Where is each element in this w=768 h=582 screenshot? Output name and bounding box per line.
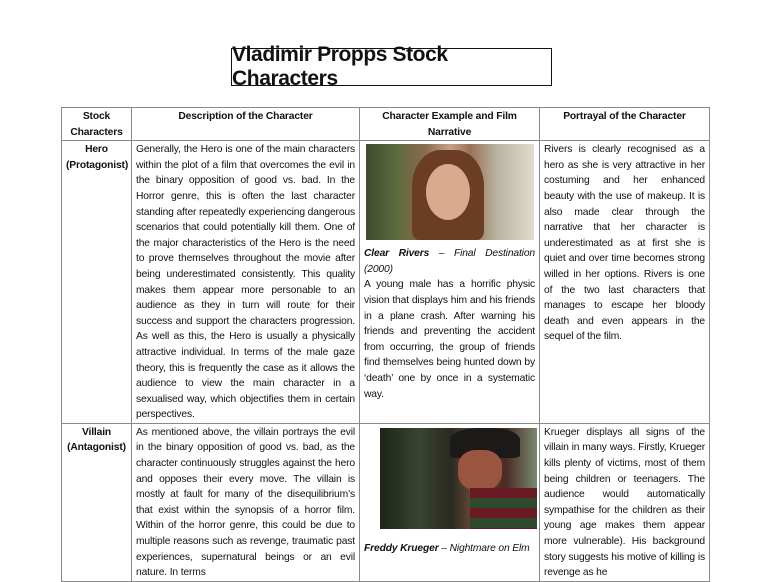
stock-character-villain: Villain (Antagonist) — [62, 423, 132, 581]
description-villain: As mentioned above, the villain portrays the evil in the binary opposition of good vs. bad, as the character continuously struggles against the hero and opposes their every move. The villain is mostly at fault for many of the disequilibrium’s that exist within the synopsis of a horror film. Within of the horror genre, this could be due to multiple reasons such as revenge, traumatic past experiences, supernatural beings or an evil nature. In terms — [132, 423, 360, 581]
page-title: Vladimir Propps Stock Characters — [231, 48, 552, 86]
portrayal-hero: Rivers is clearly recognised as a hero as she is very attractive in her costuming and her enhanced beauty with the use of makeup. It is also made clear through the narrative that her character is underestimated as at first she is quiet and over time becomes strong willed in her options. Rivers is one of the two last characters that manages to escape her bloody death and even appears in the sequel of the film. — [540, 141, 710, 424]
description-hero: Generally, the Hero is one of the main characters within the plot of a film that overcomes the evil in the binary opposition of good vs. bad. In the Horror genre, this is often the last character standing after repeatedly experiencing dangerous scenarios that could potentially kill them. One of the major characteristics of the Hero is the need to prove themselves throughout the movie after being underestimated consistently. This quality makes them appear more personable to an audience as they in turn will route for their success and support the characters progression. As well as this, the Hero is usually a physically attractive individual. In terms of the male gaze theory, this is frequently the case as it allows the audience to view the main character in a sexualised way, which objectifies them in certain perspectives. — [132, 141, 360, 424]
clear-rivers-image — [366, 144, 534, 240]
film-narrative: A young male has a horrific physic vision that displays him and his friends in a plane crash. After warning his friends and preventing the accident from occurring, the group of friends find themselves being hunted down by ‘death’ one by once in a systematic way. — [364, 279, 535, 400]
portrayal-villain: Krueger displays all signs of the villain in many ways. Firstly, Krueger kills plenty of victims, most of them being children or teenagers. The audience would automatically sympathise for the children as their young age makes them appear more vulnerable). His background story suggests his motive of killing is revenge as he — [540, 423, 710, 581]
header-stock-characters: Stock Characters — [62, 108, 132, 141]
character-name: Clear Rivers — [364, 248, 430, 260]
table-row — [62, 423, 710, 581]
stock-characters-table — [61, 107, 710, 582]
example-villain — [360, 423, 540, 581]
header-portrayal: Portrayal of the Character — [540, 108, 710, 141]
character-name: Freddy Krueger — [364, 542, 439, 554]
header-description: Description of the Character — [132, 108, 360, 141]
example-caption — [364, 246, 535, 277]
example-caption — [364, 541, 535, 557]
film-title: – Final Destination (2000) — [364, 248, 535, 275]
example-hero — [360, 141, 540, 424]
header-example: Character Example and Film Narrative — [360, 108, 540, 141]
film-title: – Nightmare on Elm — [438, 542, 530, 554]
table-row — [62, 141, 710, 424]
freddy-krueger-image — [380, 428, 537, 529]
stock-character-hero: Hero (Protagonist) — [62, 141, 132, 424]
table-header-row — [62, 108, 710, 141]
